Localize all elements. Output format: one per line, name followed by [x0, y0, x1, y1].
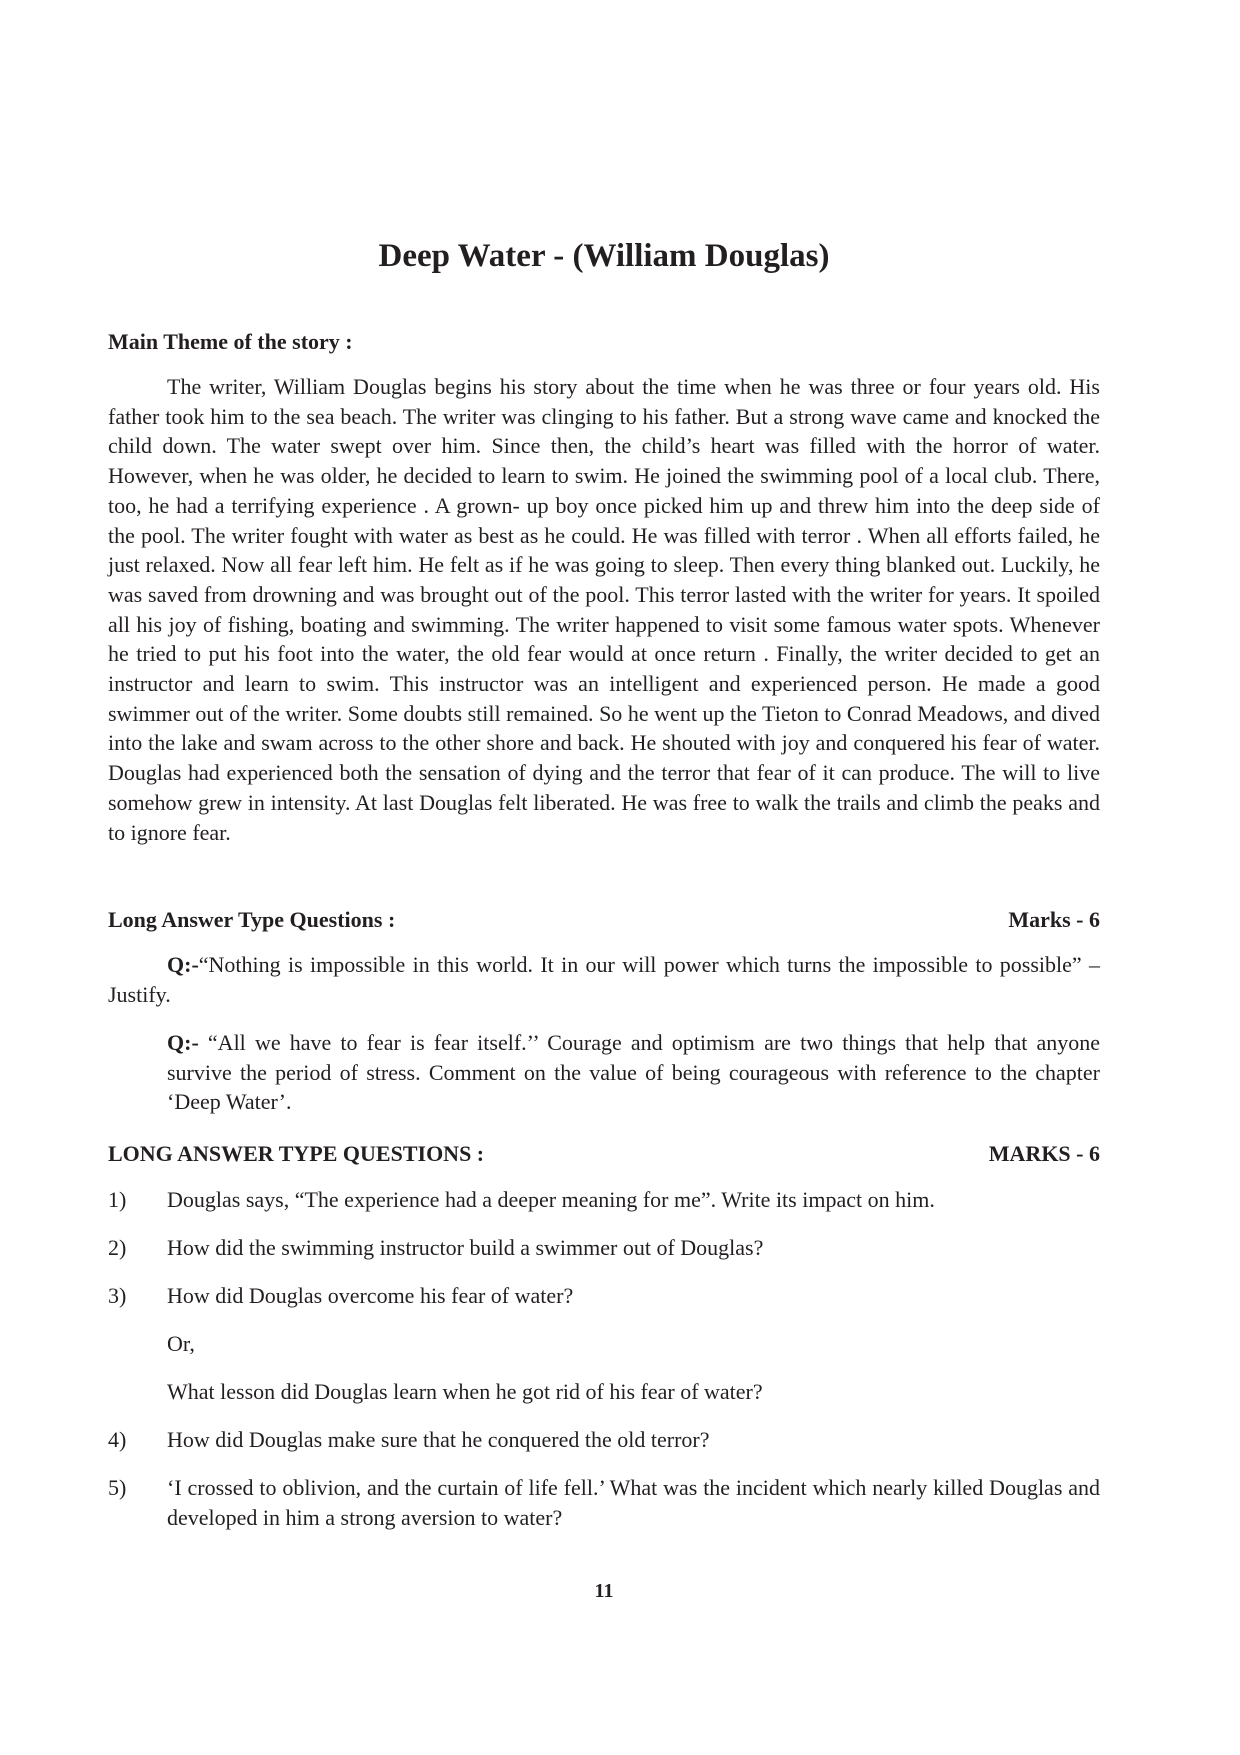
main-theme-heading-text: Main Theme of the story :	[108, 329, 353, 354]
list-item-text: How did Douglas overcome his fear of water?	[167, 1283, 574, 1308]
list-item-number: 1)	[108, 1187, 127, 1212]
list-item-number: 4)	[108, 1427, 127, 1452]
main-theme-paragraph: The writer, William Douglas begins his story about the time when he was three or four years old. His father took him to the sea beach. The writer was clinging to his father. But a strong wave came and knocked the child down. The water swept over him. Since then, the child’s heart was filled with the horror of water. However, when he was older, he decided to learn to swim. He joined the swimming pool of a local club. There, too, he had a terrifying experience . A grown- up boy once picked him up and threw him into the deep side of the pool. The writer fought with water as best as he could. He was filled with terror . When all efforts failed, he just relaxed. Now all fear left him. He felt as if he was going to sleep. Then every thing blanked out. Luckily, he was saved from drowning and was brought out of the pool. This terror lasted with the writer for years. It spoiled all his joy of fishing, boating and swimming. The writer happened to visit some famous water spots. Whenever he tried to put his foot into the water, the old fear would at once return . Finally, the writer decided to get an instructor and learn to swim. This instructor was an intelligent and experienced person. He made a good swimmer out of the writer. Some doubts still remained. So he went up the Tieton to Conrad Meadows, and dived into the lake and swam across to the other shore and back. He shouted with joy and conquered his fear of water. Douglas had experienced both the sensation of dying and the terror that fear of it can produce. The will to live somehow grew in intensity. At last Douglas felt liberated. He was free to walk the trails and climb the peaks and to ignore fear.	[108, 374, 1100, 845]
question-2-label: Q:-	[167, 1030, 199, 1055]
long-answer-heading-1-text: Long Answer Type Questions :	[108, 907, 396, 932]
long-answer-heading-1	[108, 906, 1100, 934]
question-2	[167, 1028, 1100, 1117]
question-1-text: “Nothing is impossible in this world. It in our will power which turns the impossible to possible” – Justify.	[108, 952, 1100, 1007]
long-answer-marks-2: MARKS - 6	[988, 1141, 1100, 1166]
list-item-number: 3)	[108, 1283, 127, 1308]
list-item-number: 2)	[108, 1235, 127, 1260]
list-item-text: How did the swimming instructor build a swimmer out of Douglas?	[167, 1235, 764, 1260]
long-answer-heading-2-text: LONG ANSWER TYPE QUESTIONS :	[108, 1141, 485, 1166]
list-item-text: Or,	[167, 1331, 195, 1356]
question-1	[108, 950, 1100, 1009]
list-item-text: How did Douglas make sure that he conquered the old terror?	[167, 1427, 710, 1452]
long-answer-heading-2	[108, 1140, 1100, 1168]
question-1-label: Q:-	[167, 952, 199, 977]
list-item-text: Douglas says, “The experience had a deeper meaning for me”. Write its impact on him.	[167, 1187, 935, 1212]
long-answer-marks-1: Marks - 6	[1008, 907, 1100, 932]
list-item-text: ‘I crossed to oblivion, and the curtain of life fell.’ What was the incident which nearly killed Douglas and developed in him a strong aversion to water?	[167, 1475, 1100, 1530]
question-2-text: “All we have to fear is fear itself.’’ Courage and optimism are two things that help that anyone survive the period of stress. Comment on the value of being courageous with reference to the chapter ‘Deep Water’.	[167, 1030, 1100, 1115]
page-title: Deep Water - (William Douglas)	[378, 238, 830, 274]
page-number: 11	[594, 1580, 614, 1602]
main-theme-heading	[108, 328, 1100, 356]
list-item-text: What lesson did Douglas learn when he got rid of his fear of water?	[167, 1379, 763, 1404]
list-item-number: 5)	[108, 1475, 127, 1500]
